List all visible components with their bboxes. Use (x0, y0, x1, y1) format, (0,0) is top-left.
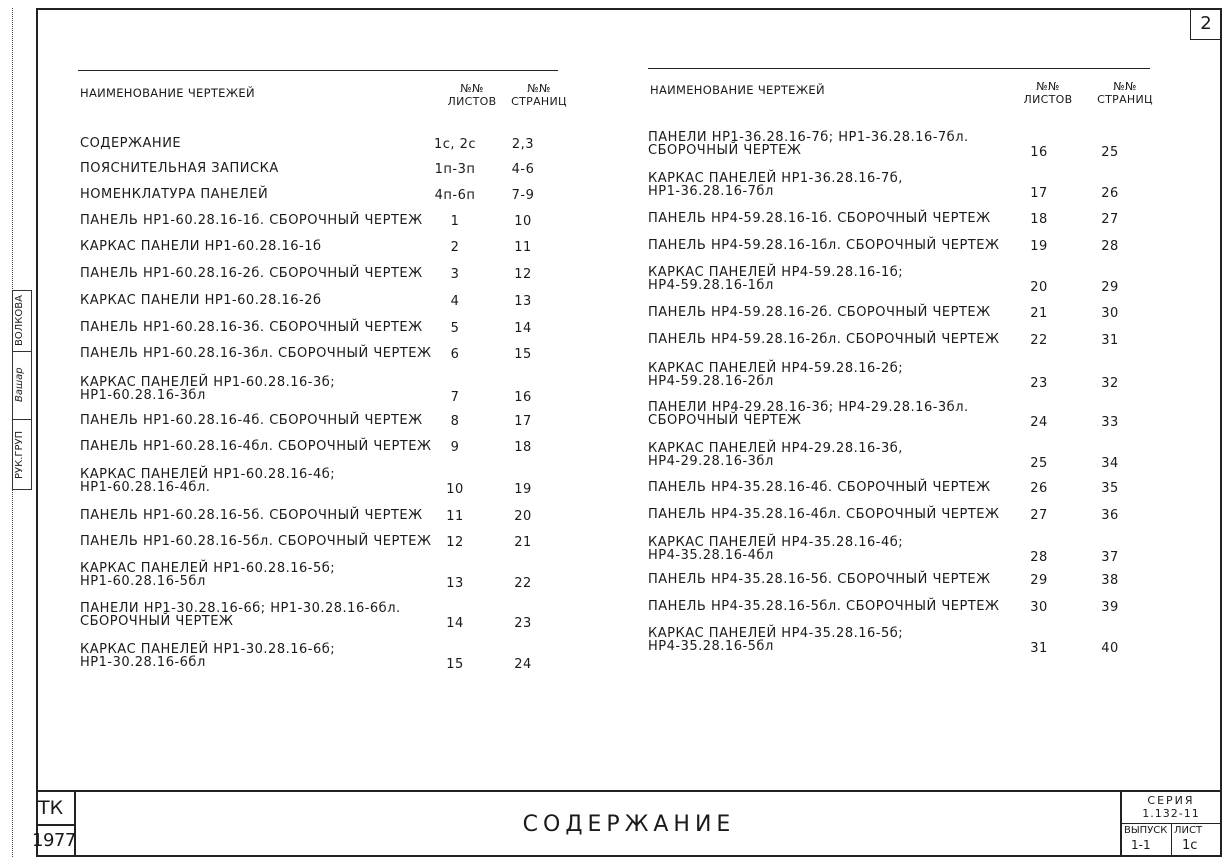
list-item (648, 212, 1148, 228)
list-item (80, 188, 580, 204)
item-title (648, 600, 999, 613)
item-page-number: 23 (514, 616, 532, 631)
item-sheet-number: 6 (450, 347, 460, 362)
item-page-number: 12 (514, 267, 532, 282)
right-header-pages (1090, 80, 1160, 106)
item-sheet-number: 15 (446, 657, 464, 672)
item-title (648, 306, 991, 319)
header-pages-line1: №№ (1113, 80, 1137, 93)
item-page-number: 39 (1101, 600, 1119, 615)
item-sheet-number: 1 (450, 214, 460, 229)
item-title-line: ПАНЕЛЬ НР1-60.28.16-2б. СБОРОЧНЫЙ ЧЕРТЕЖ (80, 266, 423, 281)
cell-divider (1171, 823, 1172, 857)
item-title-line: ПАНЕЛИ НР4-29.28.16-3б; НР4-29.28.16-3бл. (648, 400, 969, 415)
item-title-line: КАРКАС ПАНЕЛЕЙ НР1-60.28.16-4б; (80, 467, 336, 482)
list-item (648, 401, 1148, 431)
list-item (648, 362, 1148, 392)
item-sheet-number: 29 (1030, 573, 1048, 588)
item-title (80, 440, 431, 453)
item-page-number: 10 (514, 214, 532, 229)
header-rule (648, 68, 1150, 69)
item-page-number: 27 (1101, 212, 1119, 227)
item-sheet-number: 21 (1030, 306, 1048, 321)
list-item (648, 333, 1148, 349)
list-item (648, 508, 1148, 524)
item-title (80, 602, 401, 628)
item-sheet-number: 26 (1030, 481, 1048, 496)
stamp-signature: Вашар (14, 367, 25, 403)
list-item (80, 643, 580, 673)
item-page-number: 31 (1101, 333, 1119, 348)
item-page-number: 35 (1101, 481, 1119, 496)
item-page-number: 24 (514, 657, 532, 672)
item-sheet-number: 16 (1030, 145, 1048, 160)
item-title-line: КАРКАС ПАНЕЛЕЙ НР1-36.28.16-7б, (648, 171, 903, 186)
stamp-role: РУК.ГРУП (14, 430, 25, 480)
item-sheet-number: 14 (446, 616, 464, 631)
item-title (80, 535, 431, 548)
item-title (648, 573, 991, 586)
item-title (648, 333, 999, 346)
item-page-number: 38 (1101, 573, 1119, 588)
header-pages-line2: СТРАНИЦ (511, 95, 567, 108)
page-number: 2 (1190, 9, 1221, 40)
list-item (648, 172, 1148, 202)
item-title-line: КАРКАС ПАНЕЛЕЙ НР4-59.28.16-2б; (648, 361, 904, 376)
item-title (80, 267, 423, 280)
item-title-line: СБОРОЧНЫЙ ЧЕРТЕЖ (648, 413, 802, 428)
header-sheets-line1: №№ (460, 82, 484, 95)
item-sheet-number: 11 (446, 509, 464, 524)
binding-margin (0, 8, 36, 857)
list-item (648, 600, 1148, 616)
item-title-line: КАРКАС ПАНЕЛЕЙ НР4-29.28.16-3б, (648, 441, 903, 456)
item-title (648, 508, 999, 521)
item-title (80, 240, 322, 253)
item-sheet-number: 7 (450, 390, 460, 405)
list-item (648, 306, 1148, 322)
list-item (80, 267, 580, 283)
item-title-line: НР1-60.28.16-4бл. (80, 480, 211, 495)
item-title-line: ПАНЕЛЬ НР1-60.28.16-4бл. СБОРОЧНЫЙ ЧЕРТЕЖ (80, 439, 432, 454)
list-item (80, 562, 580, 592)
item-title (80, 562, 335, 588)
item-sheet-number: 27 (1030, 508, 1048, 523)
item-title-line: ПАНЕЛИ НР1-36.28.16-7б; НР1-36.28.16-7бл. (648, 130, 969, 145)
item-sheet-number: 22 (1030, 333, 1048, 348)
item-title-line: ПАНЕЛЬ НР1-60.28.16-3бл. СБОРОЧНЫЙ ЧЕРТЕЖ (80, 346, 432, 361)
item-title-line: ПАНЕЛИ НР1-30.28.16-6б; НР1-30.28.16-6бл. (80, 601, 401, 616)
item-title-line: КАРКАС ПАНЕЛЕЙ НР1-30.28.16-6б; (80, 642, 336, 657)
item-title (80, 321, 423, 334)
item-title-line: НР4-35.28.16-5бл (648, 639, 774, 654)
header-sheets-line2: ЛИСТОВ (447, 95, 497, 108)
list-item (80, 240, 580, 256)
item-page-number: 36 (1101, 508, 1119, 523)
series-label: СЕРИЯ (1147, 794, 1195, 807)
item-title-line: КАРКАС ПАНЕЛЕЙ НР1-60.28.16-3б; (80, 375, 336, 390)
item-title (648, 442, 903, 468)
item-sheet-number: 9 (450, 440, 460, 455)
list-item (80, 321, 580, 337)
item-sheet-number: 13 (446, 576, 464, 591)
list-item (648, 481, 1148, 497)
org-year: 1977 (32, 830, 76, 851)
item-sheet-number: 4п-6п (434, 188, 476, 203)
item-title-line: КАРКАС ПАНЕЛИ НР1-60.28.16-1б (80, 239, 322, 254)
issue-value: 1-1 (1131, 838, 1151, 852)
list-item (80, 509, 580, 525)
item-sheet-number: 4 (450, 294, 460, 309)
series-box (1120, 792, 1222, 857)
item-page-number: 26 (1101, 186, 1119, 201)
item-title (648, 266, 903, 292)
header-sheets-line1: №№ (1036, 80, 1060, 93)
item-title (648, 536, 903, 562)
item-page-number: 17 (514, 414, 532, 429)
item-title-line: ПАНЕЛЬ НР4-35.28.16-4б. СБОРОЧНЫЙ ЧЕРТЕЖ (648, 480, 991, 495)
header-sheets-line2: ЛИСТОВ (1023, 93, 1073, 106)
item-title-line: СБОРОЧНЫЙ ЧЕРТЕЖ (80, 614, 234, 629)
item-page-number: 4-6 (511, 162, 535, 177)
list-item (648, 536, 1148, 566)
item-title (80, 509, 423, 522)
item-page-number: 22 (514, 576, 532, 591)
item-sheet-number: 31 (1030, 641, 1048, 656)
item-page-number: 30 (1101, 306, 1119, 321)
item-page-number: 7-9 (511, 188, 535, 203)
item-title (80, 188, 268, 201)
item-sheet-number: 23 (1030, 376, 1048, 391)
item-title (648, 481, 991, 494)
stamp-divider (13, 419, 31, 420)
item-title (80, 376, 335, 402)
list-item (80, 414, 580, 430)
left-header-pages (506, 82, 572, 108)
item-title-line: ПАНЕЛЬ НР1-60.28.16-1б. СБОРОЧНЫЙ ЧЕРТЕЖ (80, 213, 423, 228)
item-page-number: 21 (514, 535, 532, 550)
item-sheet-number: 25 (1030, 456, 1048, 471)
item-sheet-number: 3 (450, 267, 460, 282)
item-page-number: 40 (1101, 641, 1119, 656)
list-item (80, 214, 580, 230)
item-title-line: СБОРОЧНЫЙ ЧЕРТЕЖ (648, 143, 802, 158)
stamp-divider (13, 351, 31, 352)
item-sheet-number: 20 (1030, 280, 1048, 295)
item-title-line: КАРКАС ПАНЕЛЕЙ НР4-35.28.16-5б; (648, 626, 904, 641)
item-title-line: ПАНЕЛЬ НР1-60.28.16-5бл. СБОРОЧНЫЙ ЧЕРТЕЖ (80, 534, 432, 549)
item-title (80, 214, 423, 227)
item-title-line: ПАНЕЛЬ НР4-59.28.16-2бл. СБОРОЧНЫЙ ЧЕРТЕЖ (648, 332, 1000, 347)
right-header-sheets (1018, 80, 1078, 106)
document-title: СОДЕРЖАНИЕ (522, 812, 736, 837)
item-title-line: ПАНЕЛЬ НР1-60.28.16-5б. СБОРОЧНЫЙ ЧЕРТЕЖ (80, 508, 423, 523)
item-sheet-number: 1с, 2с (433, 137, 477, 152)
item-sheet-number: 12 (446, 535, 464, 550)
item-title-line: ПАНЕЛЬ НР4-59.28.16-1бл. СБОРОЧНЫЙ ЧЕРТЕЖ (648, 238, 1000, 253)
item-sheet-number: 19 (1030, 239, 1048, 254)
item-title-line: НР4-59.28.16-2бл (648, 374, 774, 389)
item-title-line: НР1-36.28.16-7бл (648, 184, 774, 199)
item-page-number: 34 (1101, 456, 1119, 471)
item-sheet-number: 10 (446, 482, 464, 497)
item-page-number: 20 (514, 509, 532, 524)
item-title-line: КАРКАС ПАНЕЛЕЙ НР4-35.28.16-4б; (648, 535, 904, 550)
item-page-number: 18 (514, 440, 532, 455)
item-page-number: 15 (514, 347, 532, 362)
item-title (648, 212, 991, 225)
item-title-line: НР1-60.28.16-5бл (80, 574, 206, 589)
left-header-name: НАИМЕНОВАНИЕ ЧЕРТЕЖЕЙ (80, 86, 255, 100)
item-title-line: КАРКАС ПАНЕЛЕЙ НР4-59.28.16-1б; (648, 265, 904, 280)
item-page-number: 19 (514, 482, 532, 497)
list-item (80, 468, 580, 498)
item-title (648, 239, 999, 252)
header-rule (78, 70, 558, 71)
item-sheet-number: 30 (1030, 600, 1048, 615)
list-item (648, 442, 1148, 472)
list-item (80, 602, 580, 632)
item-title (80, 347, 431, 360)
item-page-number: 14 (514, 321, 532, 336)
item-title (648, 401, 969, 427)
item-page-number: 37 (1101, 550, 1119, 565)
item-title-line: СОДЕРЖАНИЕ (80, 136, 182, 151)
item-page-number: 16 (514, 390, 532, 405)
list-item (648, 266, 1148, 296)
issue-label: ВЫПУСК (1124, 825, 1168, 836)
series-value: 1.132-11 (1142, 807, 1200, 820)
item-title-line: НР1-30.28.16-6бл (80, 655, 206, 670)
item-title-line: КАРКАС ПАНЕЛЕЙ НР1-60.28.16-5б; (80, 561, 336, 576)
item-sheet-number: 17 (1030, 186, 1048, 201)
list-item (80, 137, 580, 153)
item-title (648, 627, 903, 653)
header-pages-line2: СТРАНИЦ (1097, 93, 1153, 106)
item-page-number: 11 (514, 240, 532, 255)
item-title-line: КАРКАС ПАНЕЛИ НР1-60.28.16-2б (80, 293, 322, 308)
item-title-line: ПАНЕЛЬ НР4-35.28.16-4бл. СБОРОЧНЫЙ ЧЕРТЕЖ (648, 507, 1000, 522)
list-item (80, 347, 580, 363)
item-title (80, 414, 423, 427)
item-sheet-number: 2 (450, 240, 460, 255)
item-title-line: НР4-59.28.16-1бл (648, 278, 774, 293)
approval-stamp (12, 290, 32, 490)
item-title-line: НОМЕНКЛАТУРА ПАНЕЛЕЙ (80, 187, 269, 202)
item-page-number: 28 (1101, 239, 1119, 254)
item-title (80, 643, 335, 669)
item-title-line: НР4-29.28.16-3бл (648, 454, 774, 469)
title-block (32, 790, 1222, 857)
item-sheet-number: 28 (1030, 550, 1048, 565)
org-code: ТК (38, 797, 64, 819)
item-sheet-number: 18 (1030, 212, 1048, 227)
sheet-label: ЛИСТ (1174, 825, 1203, 836)
item-title (80, 468, 335, 494)
item-title-line: НР1-60.28.16-3бл (80, 388, 206, 403)
list-item (648, 131, 1148, 161)
item-title (80, 162, 279, 175)
item-page-number: 25 (1101, 145, 1119, 160)
list-item (80, 376, 580, 406)
item-sheet-number: 24 (1030, 415, 1048, 430)
stamp-name: ВОЛКОВА (14, 295, 25, 347)
list-item (648, 573, 1148, 589)
item-title-line: ПАНЕЛЬ НР4-59.28.16-2б. СБОРОЧНЫЙ ЧЕРТЕЖ (648, 305, 991, 320)
list-item (80, 535, 580, 551)
item-title-line: НР4-35.28.16-4бл (648, 548, 774, 563)
item-page-number: 33 (1101, 415, 1119, 430)
list-item (80, 162, 580, 178)
item-page-number: 13 (514, 294, 532, 309)
item-title (80, 137, 181, 150)
list-item (80, 440, 580, 456)
item-page-number: 2,3 (511, 137, 535, 152)
list-item (648, 239, 1148, 255)
item-title (80, 294, 322, 307)
item-title-line: ПАНЕЛЬ НР4-35.28.16-5бл. СБОРОЧНЫЙ ЧЕРТЕЖ (648, 599, 1000, 614)
item-sheet-number: 8 (450, 414, 460, 429)
item-page-number: 29 (1101, 280, 1119, 295)
item-title (648, 362, 903, 388)
item-title (648, 172, 903, 198)
item-sheet-number: 5 (450, 321, 460, 336)
item-page-number: 32 (1101, 376, 1119, 391)
item-title (648, 131, 969, 157)
list-item (648, 627, 1148, 657)
item-title-line: ПАНЕЛЬ НР4-35.28.16-5б. СБОРОЧНЫЙ ЧЕРТЕЖ (648, 572, 991, 587)
left-header-sheets (444, 82, 500, 108)
list-item (80, 294, 580, 310)
header-pages-line1: №№ (527, 82, 551, 95)
sheet-value: 1с (1182, 838, 1198, 853)
item-title-line: ПАНЕЛЬ НР4-59.28.16-1б. СБОРОЧНЫЙ ЧЕРТЕЖ (648, 211, 991, 226)
item-title-line: ПАНЕЛЬ НР1-60.28.16-4б. СБОРОЧНЫЙ ЧЕРТЕЖ (80, 413, 423, 428)
item-title-line: ПОЯСНИТЕЛЬНАЯ ЗАПИСКА (80, 161, 279, 176)
item-sheet-number: 1п-3п (434, 162, 476, 177)
item-title-line: ПАНЕЛЬ НР1-60.28.16-3б. СБОРОЧНЫЙ ЧЕРТЕЖ (80, 320, 423, 335)
right-header-name: НАИМЕНОВАНИЕ ЧЕРТЕЖЕЙ (650, 83, 825, 97)
